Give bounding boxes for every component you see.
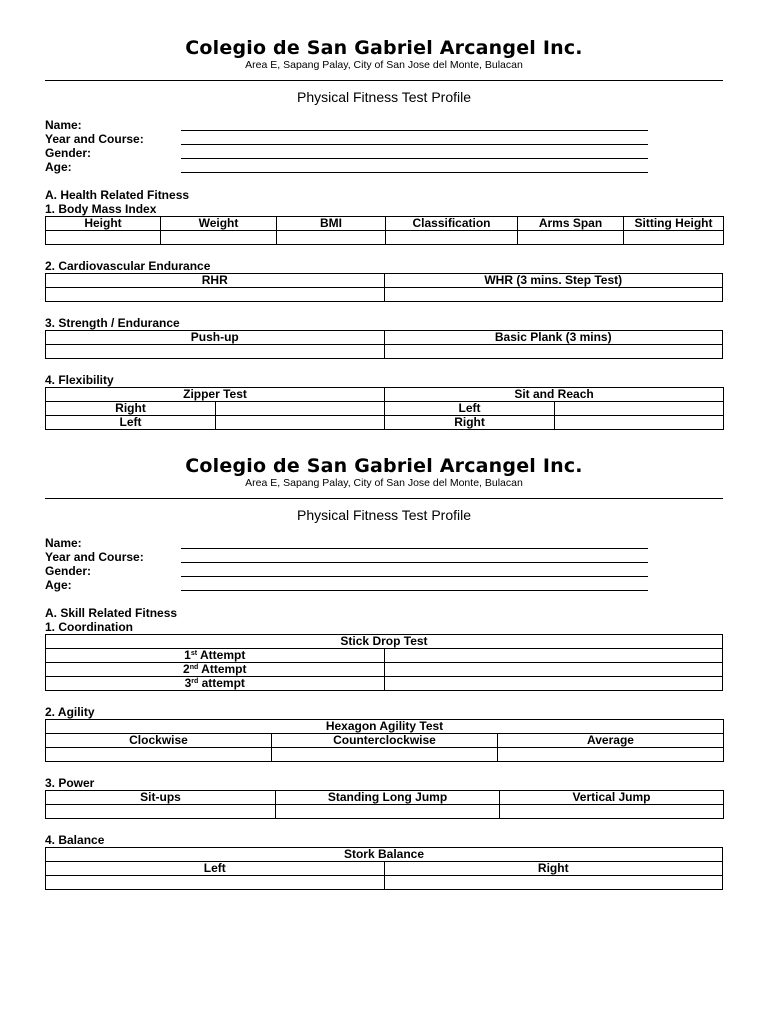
year-course-field[interactable] xyxy=(45,132,723,146)
field-blank-line xyxy=(181,562,648,563)
field-blank-line xyxy=(181,130,648,131)
school-name: Colegio de San Gabriel Arcangel Inc. xyxy=(185,37,583,59)
table-header: Hexagon Agility Test xyxy=(46,720,724,734)
field-label: Year and Course: xyxy=(45,550,144,564)
ordinal-suffix: nd xyxy=(189,664,199,671)
input-cell[interactable] xyxy=(555,416,724,430)
input-cell[interactable] xyxy=(46,805,276,819)
input-cell[interactable] xyxy=(624,231,724,245)
gender-field[interactable] xyxy=(45,564,723,578)
table-header: RHR xyxy=(46,274,385,288)
input-cell[interactable] xyxy=(384,876,723,890)
form-title: Physical Fitness Test Profile xyxy=(296,507,472,523)
balance-table xyxy=(45,847,723,890)
input-cell[interactable] xyxy=(384,649,723,663)
input-cell[interactable] xyxy=(384,677,723,691)
table-header: Right xyxy=(384,862,723,876)
strength-heading: 3. Strength / Endurance xyxy=(45,316,180,330)
cardio-table xyxy=(45,273,723,302)
input-cell[interactable] xyxy=(276,805,500,819)
input-cell[interactable] xyxy=(272,748,498,762)
table-header: Vertical Jump xyxy=(500,791,724,805)
coordination-heading: 1. Coordination xyxy=(45,620,133,634)
field-label: Name: xyxy=(45,536,82,550)
form-page-2 xyxy=(45,455,723,890)
row-label: Right xyxy=(385,416,555,430)
form-page-1 xyxy=(45,37,723,430)
input-cell[interactable] xyxy=(384,345,723,359)
table-header: Height xyxy=(46,217,161,231)
field-label: Year and Course: xyxy=(45,132,144,146)
field-blank-line xyxy=(181,144,648,145)
age-field[interactable] xyxy=(45,160,723,174)
year-course-field[interactable] xyxy=(45,550,723,564)
table-header: Sit-ups xyxy=(46,791,276,805)
field-label: Age: xyxy=(45,578,72,592)
table-header: Stork Balance xyxy=(46,848,723,862)
flexibility-table xyxy=(45,387,724,430)
header-divider xyxy=(45,498,723,499)
power-table xyxy=(45,790,724,819)
bmi-table xyxy=(45,216,724,245)
table-header: Sit and Reach xyxy=(385,388,724,402)
row-label: Left xyxy=(46,416,216,430)
section-heading: A. Skill Related Fitness xyxy=(45,606,178,620)
table-header: Stick Drop Test xyxy=(46,635,723,649)
row-label: Left xyxy=(385,402,555,416)
input-cell[interactable] xyxy=(46,288,385,302)
agility-heading: 2. Agility xyxy=(45,705,95,719)
input-cell[interactable] xyxy=(216,416,385,430)
input-cell[interactable] xyxy=(384,663,723,677)
table-header: Clockwise xyxy=(46,734,272,748)
input-cell[interactable] xyxy=(216,402,385,416)
age-field[interactable] xyxy=(45,578,723,592)
table-header: Basic Plank (3 mins) xyxy=(384,331,723,345)
name-field[interactable] xyxy=(45,118,723,132)
agility-table xyxy=(45,719,724,762)
gender-field[interactable] xyxy=(45,146,723,160)
table-header: Counterclockwise xyxy=(272,734,498,748)
table-header: Arms Span xyxy=(518,217,624,231)
table-header: Classification xyxy=(386,217,518,231)
student-info-fields xyxy=(45,118,723,174)
attempt-word: Attempt xyxy=(197,648,246,662)
attempt-label xyxy=(46,649,385,663)
section-heading: A. Health Related Fitness xyxy=(45,188,190,202)
field-label: Gender: xyxy=(45,564,92,578)
field-blank-line xyxy=(181,576,648,577)
attempt-number: 2 xyxy=(183,662,190,676)
coordination-table xyxy=(45,634,723,691)
input-cell[interactable] xyxy=(386,231,518,245)
input-cell[interactable] xyxy=(518,231,624,245)
input-cell[interactable] xyxy=(46,345,385,359)
form-title: Physical Fitness Test Profile xyxy=(296,89,472,105)
table-header: Weight xyxy=(161,217,277,231)
table-header: BMI xyxy=(277,217,386,231)
input-cell[interactable] xyxy=(161,231,277,245)
header-divider xyxy=(45,80,723,81)
input-cell[interactable] xyxy=(498,748,724,762)
flexibility-heading: 4. Flexibility xyxy=(45,373,114,387)
balance-heading: 4. Balance xyxy=(45,833,105,847)
ordinal-suffix: st xyxy=(190,650,198,657)
power-heading: 3. Power xyxy=(45,776,95,790)
input-cell[interactable] xyxy=(46,748,272,762)
school-address: Area E, Sapang Palay, City of San Jose del Monte, Bulacan xyxy=(245,477,523,489)
table-header: WHR (3 mins. Step Test) xyxy=(384,274,723,288)
student-info-fields xyxy=(45,536,723,592)
table-header: Push-up xyxy=(46,331,385,345)
table-header: Average xyxy=(498,734,724,748)
attempt-word: attempt xyxy=(198,676,245,690)
input-cell[interactable] xyxy=(555,402,724,416)
table-header: Standing Long Jump xyxy=(276,791,500,805)
table-header: Sitting Height xyxy=(624,217,724,231)
school-name: Colegio de San Gabriel Arcangel Inc. xyxy=(185,455,583,477)
attempt-word: Attempt xyxy=(198,662,247,676)
field-label: Age: xyxy=(45,160,72,174)
field-label: Name: xyxy=(45,118,82,132)
attempt-label xyxy=(46,677,385,691)
name-field[interactable] xyxy=(45,536,723,550)
field-blank-line xyxy=(181,590,648,591)
school-address: Area E, Sapang Palay, City of San Jose del Monte, Bulacan xyxy=(245,59,523,71)
bmi-heading: 1. Body Mass Index xyxy=(45,202,157,216)
table-header: Left xyxy=(46,862,385,876)
field-blank-line xyxy=(181,548,648,549)
field-label: Gender: xyxy=(45,146,92,160)
input-cell[interactable] xyxy=(500,805,724,819)
attempt-number: 1 xyxy=(184,648,191,662)
field-blank-line xyxy=(181,158,648,159)
input-cell[interactable] xyxy=(384,288,723,302)
strength-table xyxy=(45,330,723,359)
table-header: Zipper Test xyxy=(46,388,385,402)
input-cell[interactable] xyxy=(277,231,386,245)
attempt-label xyxy=(46,663,385,677)
input-cell[interactable] xyxy=(46,231,161,245)
field-blank-line xyxy=(181,172,648,173)
input-cell[interactable] xyxy=(46,876,385,890)
row-label: Right xyxy=(46,402,216,416)
attempt-number: 3 xyxy=(184,676,192,690)
cardio-heading: 2. Cardiovascular Endurance xyxy=(45,259,211,273)
ordinal-suffix: rd xyxy=(191,678,199,685)
